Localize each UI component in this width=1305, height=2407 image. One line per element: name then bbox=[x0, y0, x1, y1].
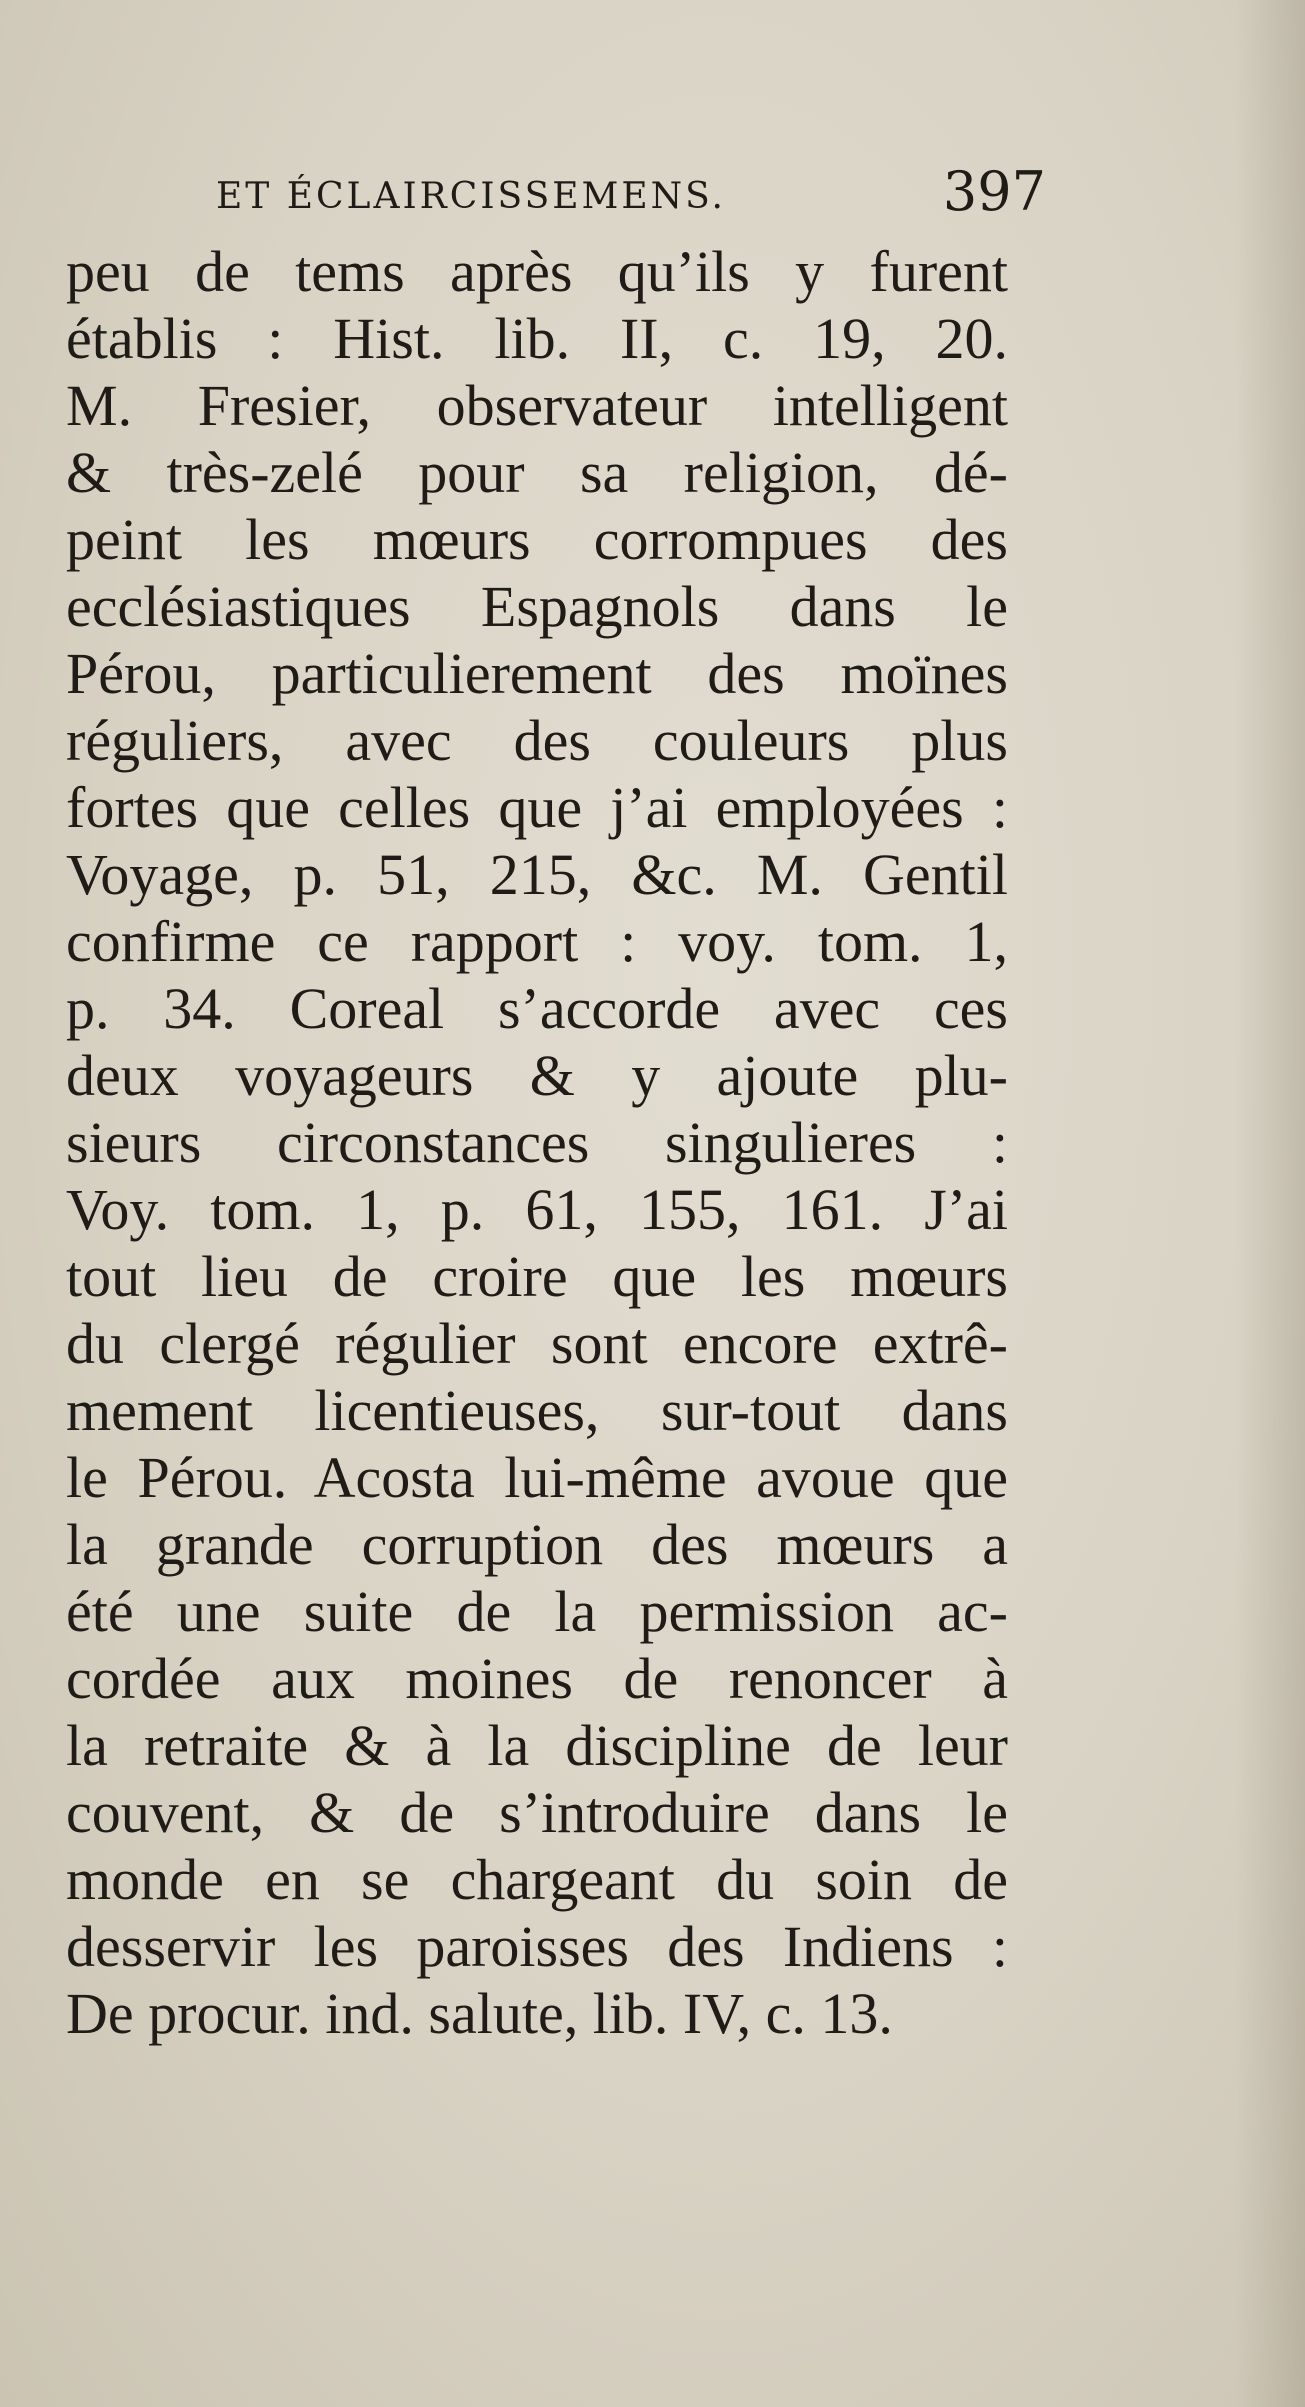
text-line: établis : Hist. lib. II, c. 19, 20. bbox=[66, 306, 1008, 371]
text-line: deux voyageurs & y ajoute plu- bbox=[66, 1043, 1008, 1108]
text-line: M. Fresier, observateur intelligent bbox=[66, 373, 1008, 438]
text-line: Voy. tom. 1, p. 61, 155, 161. J’ai bbox=[66, 1177, 1008, 1242]
text-line: couvent, & de s’introduire dans le bbox=[66, 1780, 1008, 1845]
text-line: le Pérou. Acosta lui-même avoue que bbox=[66, 1445, 1008, 1510]
text-line: tout lieu de croire que les mœurs bbox=[66, 1244, 1008, 1309]
text-line: la grande corruption des mœurs a bbox=[66, 1512, 1008, 1577]
page-number: 397 bbox=[942, 160, 1046, 223]
text-line: p. 34. Coreal s’accorde avec ces bbox=[66, 976, 1008, 1041]
text-line: confirme ce rapport : voy. tom. 1, bbox=[66, 909, 1008, 974]
running-title: ET ÉCLAIRCISSEMENS. bbox=[216, 176, 726, 217]
text-line: & très-zelé pour sa religion, dé- bbox=[66, 440, 1008, 505]
text-line: desservir les paroisses des Indiens : bbox=[66, 1914, 1008, 1979]
text-line: De procur. ind. salute, lib. IV, c. 13. bbox=[66, 1981, 893, 2046]
text-line: monde en se chargeant du soin de bbox=[66, 1847, 1008, 1912]
text-line: fortes que celles que j’ai employées : bbox=[66, 775, 1008, 840]
text-line: peint les mœurs corrompues des bbox=[66, 507, 1008, 572]
text-line: Voyage, p. 51, 215, &c. M. Gentil bbox=[66, 842, 1008, 907]
text-line: sieurs circonstances singulieres : bbox=[66, 1110, 1008, 1175]
text-line: peu de tems après qu’ils y furent bbox=[66, 239, 1008, 304]
text-line: la retraite & à la discipline de leur bbox=[66, 1713, 1008, 1778]
text-line: ecclésiastiques Espagnols dans le bbox=[66, 574, 1008, 639]
text-line: mement licentieuses, sur-tout dans bbox=[66, 1378, 1008, 1443]
text-line: Pérou, particulierement des moïnes bbox=[66, 641, 1008, 706]
text-line: cordée aux moines de renoncer à bbox=[66, 1646, 1008, 1711]
text-line: réguliers, avec des couleurs plus bbox=[66, 708, 1008, 773]
body-text bbox=[66, 238, 1008, 2047]
text-line: été une suite de la permission ac- bbox=[66, 1579, 1008, 1644]
page-header bbox=[216, 160, 1046, 232]
text-line: du clergé régulier sont encore extrê- bbox=[66, 1311, 1008, 1376]
